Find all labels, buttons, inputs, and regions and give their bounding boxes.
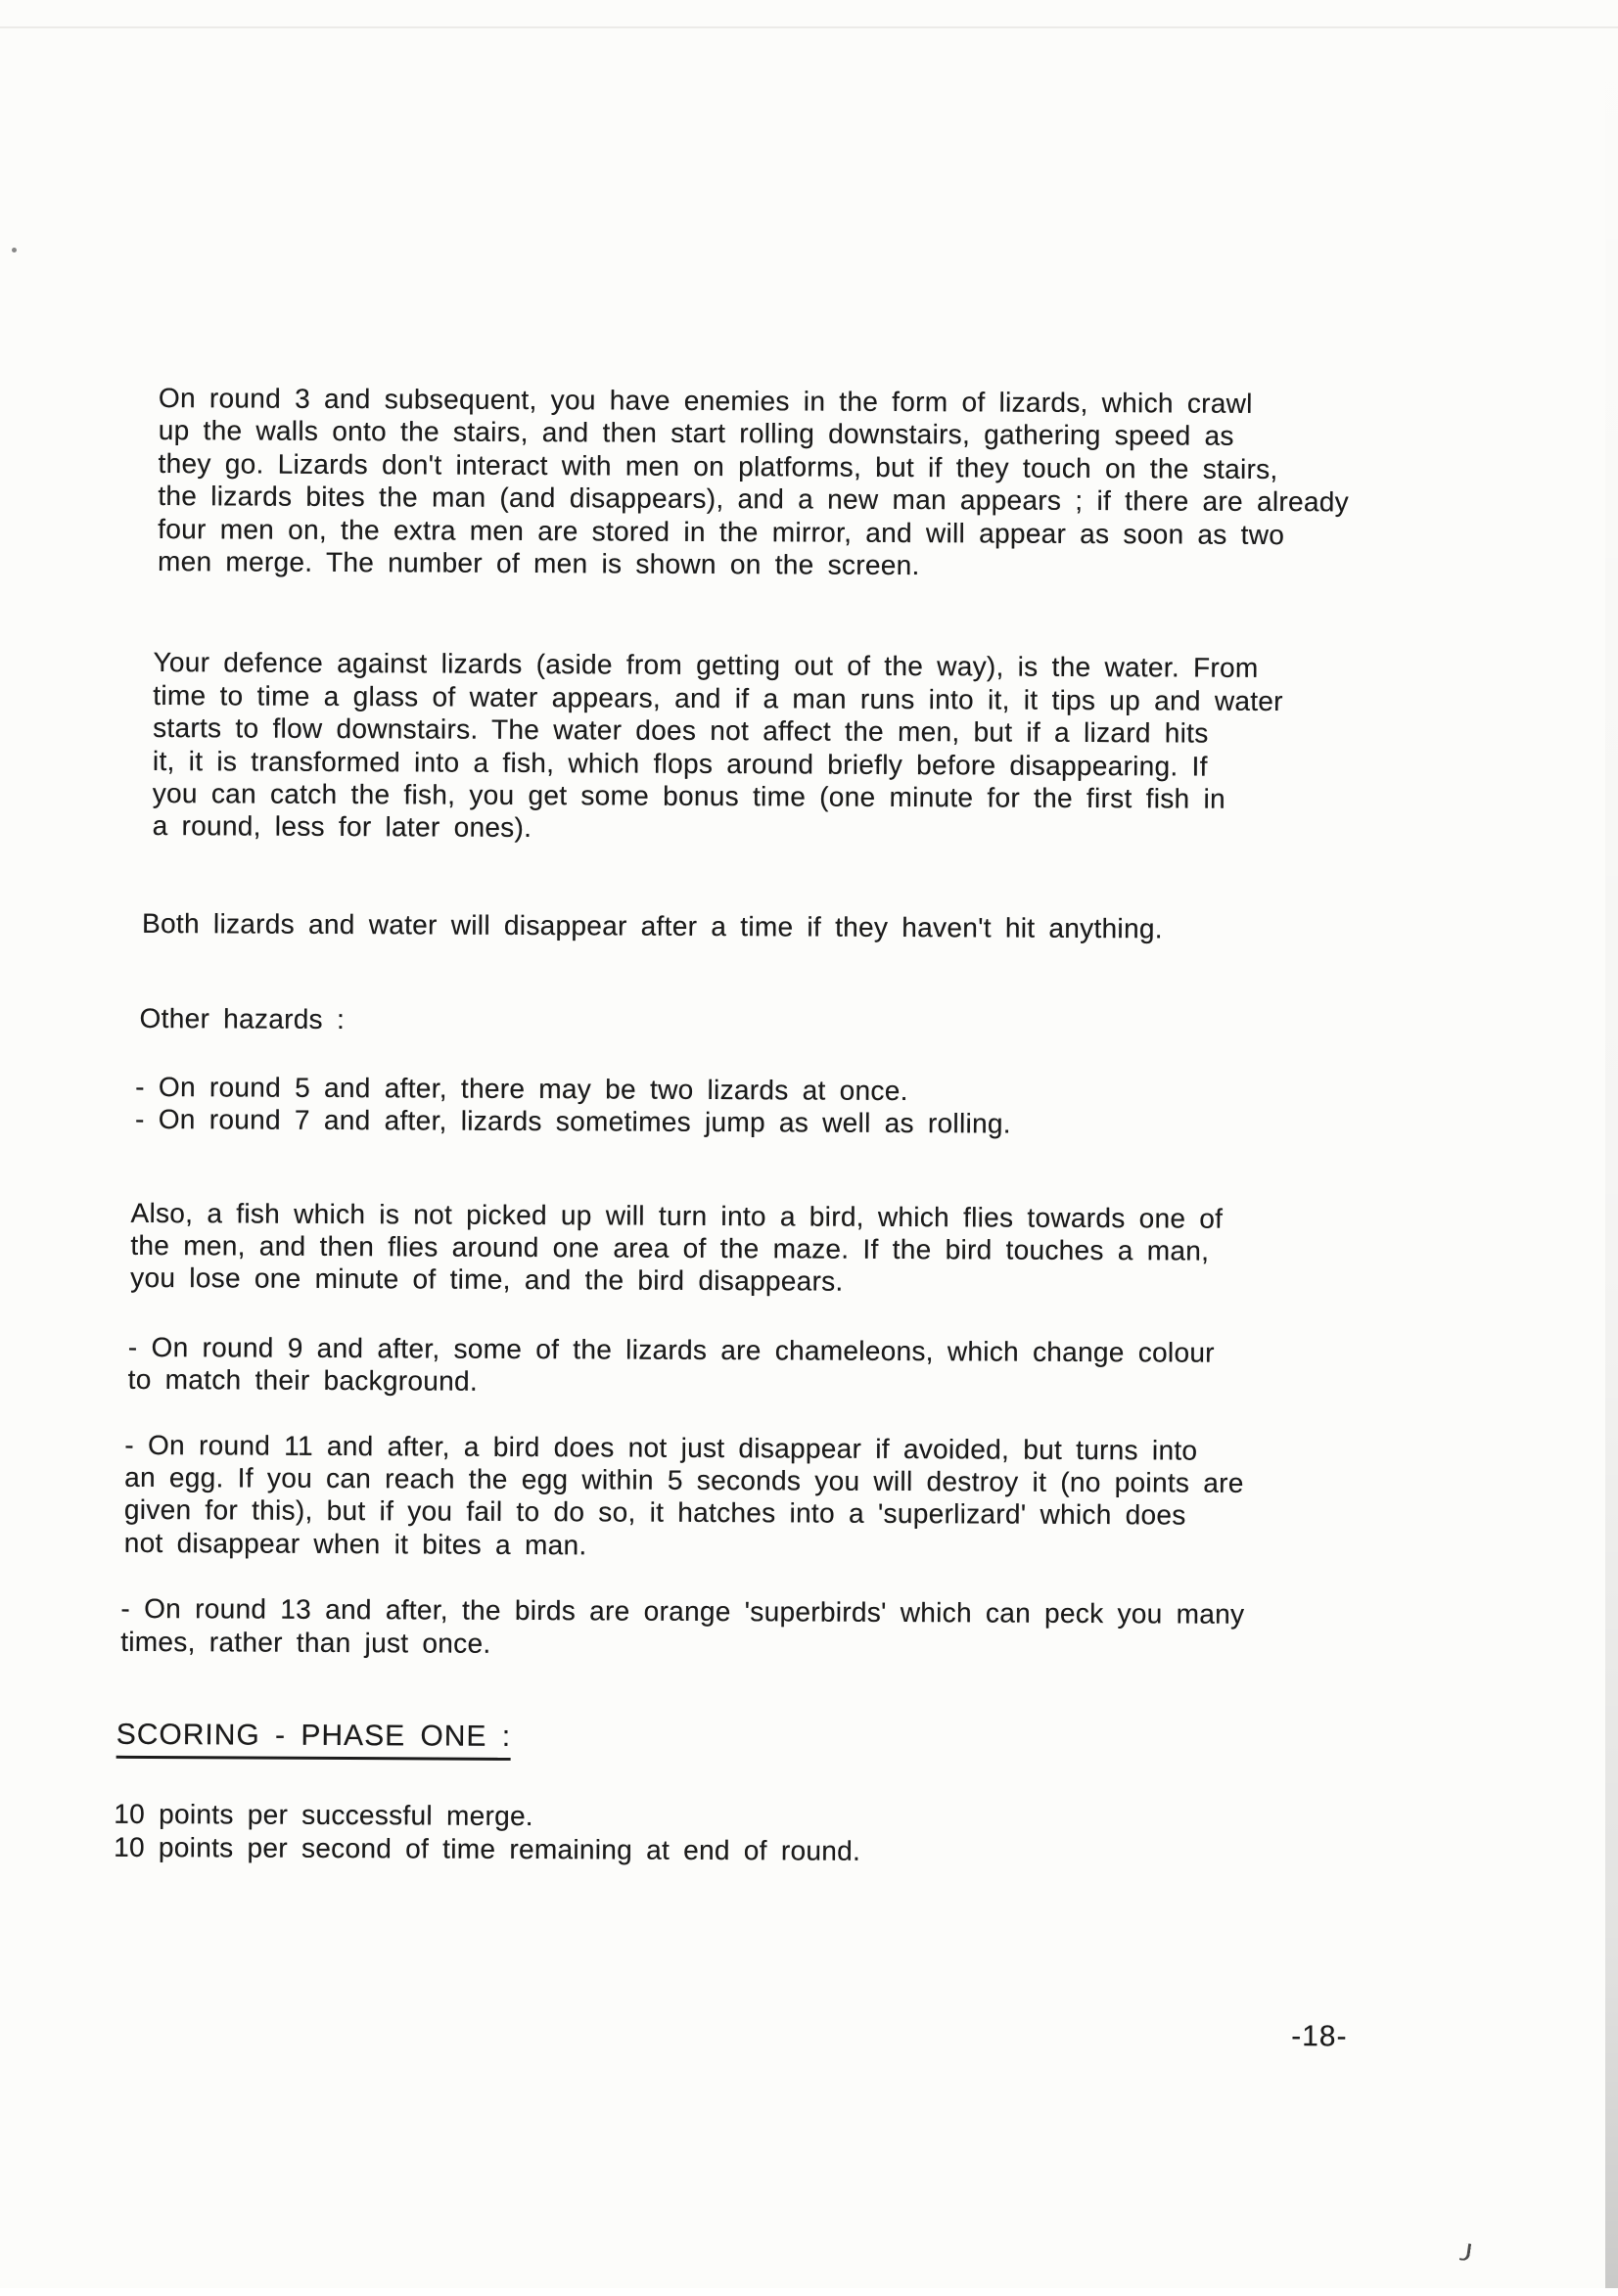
- bullet-round13-superbirds: [120, 1592, 1611, 1666]
- text-line: - On round 9 and after, some of the lizards are chameleons, which change colour: [127, 1331, 1215, 1368]
- text-line: Other hazards :: [139, 1003, 346, 1035]
- paragraph-fish-bird: [130, 1196, 1614, 1302]
- text-line: you lose one minute of time, and the bird disappears.: [130, 1263, 844, 1297]
- heading-other-hazards: [140, 1002, 1615, 1042]
- text-line: the lizards bites the man (and disappears), and a new man appears ; if there are already: [158, 481, 1350, 518]
- paragraph-round3-lizards: [158, 382, 1618, 585]
- text-line: men merge. The number of men is shown on the screen.: [157, 546, 920, 581]
- text-line: Both lizards and water will disappear after a time if they haven't hit anything.: [142, 907, 1163, 944]
- text-line: an egg. If you can reach the egg within 5 seconds you will destroy it (no points are: [124, 1461, 1244, 1498]
- text-line: they go. Lizards don't interact with men on platforms, but if they touch on the stairs,: [158, 447, 1278, 484]
- text-line: up the walls onto the stairs, and then start rolling downstairs, gathering speed as: [158, 415, 1234, 452]
- text-line: not disappear when it bites a man.: [123, 1527, 587, 1561]
- text-line: Also, a fish which is not picked up will turn into a bird, which flies towards one of: [130, 1197, 1224, 1234]
- scoring-phase-one-heading: SCORING - PHASE ONE :: [116, 1719, 512, 1762]
- bullet-round5: - On round 5 and after, there may be two lizards at once.: [135, 1071, 908, 1106]
- text-line: Your defence against lizards (aside from getting out of the way), is the water. From: [153, 647, 1259, 684]
- paragraph-both-disappear: [142, 907, 1615, 947]
- text-line: times, rather than just once.: [120, 1626, 491, 1659]
- scoring-rules: [114, 1798, 1610, 1871]
- scoring-rule-time: 10 points per second of time remaining at end of round.: [114, 1831, 861, 1866]
- text-line: the men, and then flies around one area of the maze. If the bird touches a man,: [130, 1229, 1210, 1266]
- bullet-round9-chameleons: [128, 1331, 1613, 1404]
- paragraph-defence-water: [153, 646, 1617, 850]
- text-line: On round 3 and subsequent, you have enemies in the form of lizards, which crawl: [158, 383, 1253, 419]
- text-line: it, it is transformed into a fish, which flops around briefly before disappearing. If: [152, 745, 1208, 782]
- bullet-round11-egg-superlizard: [124, 1428, 1613, 1567]
- text-line: to match their background.: [127, 1363, 479, 1397]
- text-line: given for this), but if you fail to do so, it hatches into a 'superlizard' which does: [123, 1494, 1186, 1531]
- bullet-round7: - On round 7 and after, lizards sometimes jump as well as rolling.: [134, 1103, 1011, 1139]
- scoring-section: [116, 1719, 1611, 1767]
- text-line: a round, less for later ones).: [152, 810, 532, 844]
- text-line: - On round 13 and after, the birds are orange 'superbirds' which can peck you many: [120, 1592, 1245, 1630]
- text-line: you can catch the fish, you get some bonus time (one minute for the first fish in: [152, 778, 1226, 814]
- text-line: time to time a glass of water appears, and if a man runs into it, it tips up and water: [153, 679, 1283, 716]
- text-line: starts to flow downstairs. The water does not affect the men, but if a lizard hits: [153, 712, 1209, 749]
- text-line: - On round 11 and after, a bird does not just disappear if avoided, but turns into: [124, 1429, 1198, 1466]
- page-number: -18-: [1291, 2020, 1348, 2053]
- scoring-rule-merge: 10 points per successful merge.: [114, 1799, 534, 1832]
- text-line: four men on, the extra men are stored in the mirror, and will appear as soon as two: [158, 513, 1285, 550]
- hazard-bullet-list: [135, 1071, 1614, 1144]
